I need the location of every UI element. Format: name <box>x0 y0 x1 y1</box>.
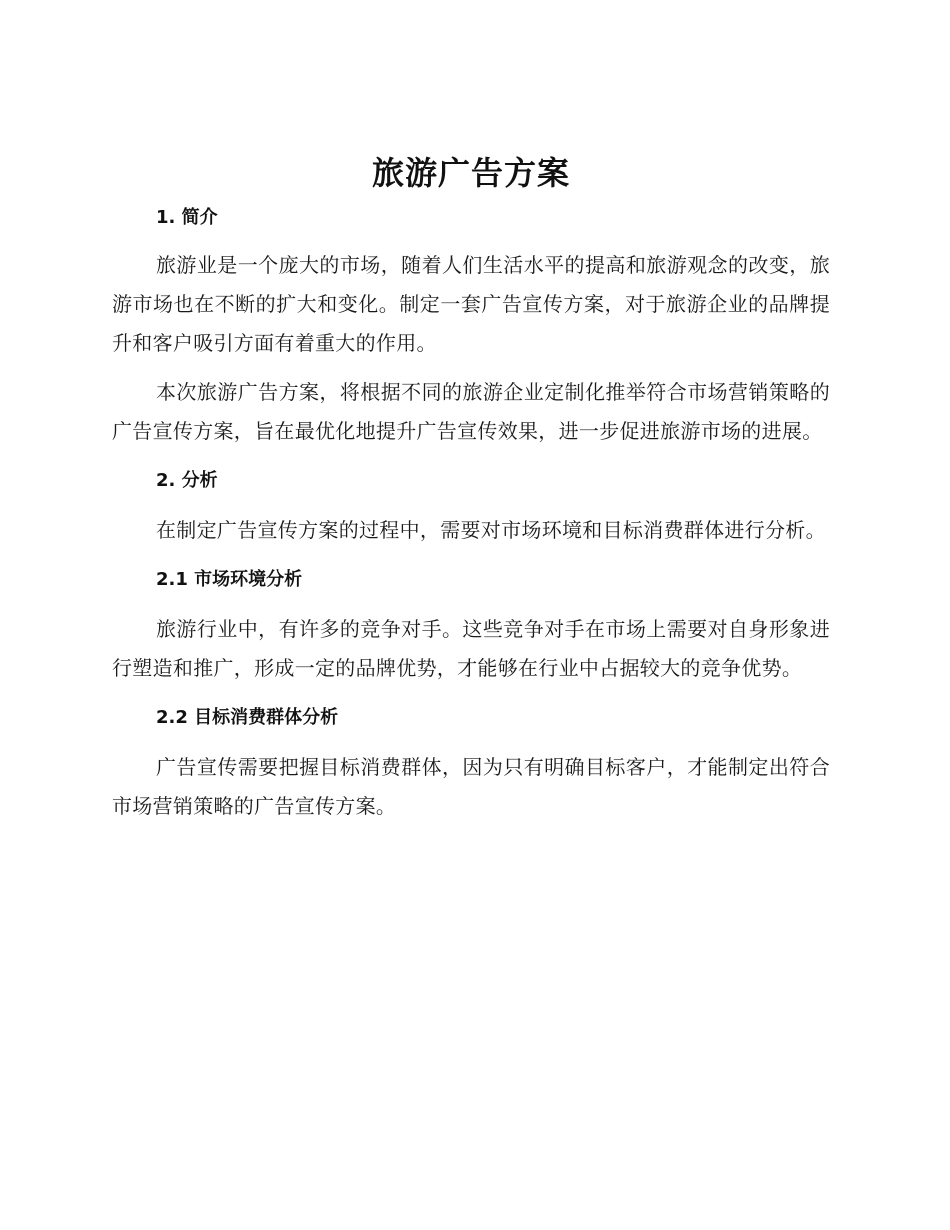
section-heading-intro: 1. 简介 <box>156 207 218 228</box>
section-heading-analysis: 2. 分析 <box>156 470 218 491</box>
target-consumers-paragraph: 广告宣传需要把握目标消费群体，因为只有明确目标客户，才能制定出符合市场营销策略的广告宣传方案。 <box>112 755 830 818</box>
document-title: 旅游广告方案 <box>371 154 570 192</box>
market-environment-paragraph: 旅游行业中，有许多的竞争对手。这些竞争对手在市场上需要对自身形象进行塑造和推广，形成一定的品牌优势，才能够在行业中占据较大的竞争优势。 <box>112 617 830 680</box>
intro-paragraph-2: 本次旅游广告方案，将根据不同的旅游企业定制化推举符合市场营销策略的广告宣传方案，旨在最优化地提升广告宣传效果，进一步促进旅游市场的进展。 <box>112 380 830 443</box>
section-heading-market-environment: 2.1 市场环境分析 <box>156 569 303 590</box>
section-heading-target-consumers: 2.2 目标消费群体分析 <box>156 707 339 728</box>
analysis-paragraph: 在制定广告宣传方案的过程中，需要对市场环境和目标消费群体进行分析。 <box>156 518 826 542</box>
intro-paragraph-1: 旅游业是一个庞大的市场，随着人们生活水平的提高和旅游观念的改变，旅游市场也在不断的扩大和变化。制定一套广告宣传方案，对于旅游企业的品牌提升和客户吸引方面有着重大的作用。 <box>112 253 830 355</box>
document-page <box>112 150 830 826</box>
